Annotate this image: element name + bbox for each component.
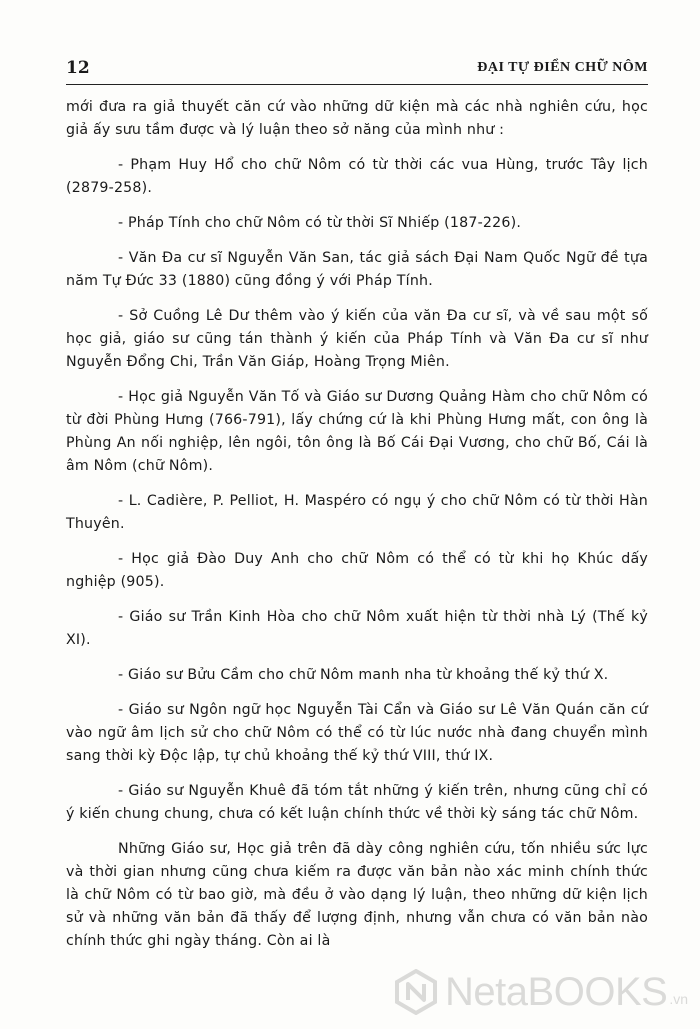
paragraph: - Học giả Nguyễn Văn Tố và Giáo sư Dương Quảng Hàm cho chữ Nôm có từ đời Phùng Hưng (766-791), lấy chứng cứ là khi Phùng Hưng mất, con ông là Phùng An nối nghiệp, lên ngôi, tôn ông là Bố Cái Đại Vương, cho chữ Bố, Cái là âm Nôm (chữ Nôm). (66, 389, 648, 474)
paragraph: - Giáo sư Trần Kinh Hòa cho chữ Nôm xuất hiện từ thời nhà Lý (Thế kỷ XI). (66, 609, 648, 648)
paragraph: - Giáo sư Ngôn ngữ học Nguyễn Tài Cẩn và Giáo sư Lê Văn Quán căn cứ vào ngữ âm lịch sử cho chữ Nôm có thể có từ lúc nước nhà đang chuyển mình sang thời kỳ Độc lập, tự chủ khoảng thế kỷ thứ VIII, thứ IX. (66, 702, 648, 764)
paragraph: - Học giả Đào Duy Anh cho chữ Nôm có thể có từ khi họ Khúc dấy nghiệp (905). (66, 551, 648, 590)
watermark-suffix: .vn (669, 991, 688, 1007)
paragraph: - Phạm Huy Hổ cho chữ Nôm có từ thời các vua Hùng, trước Tây lịch (2879-258). (66, 157, 648, 196)
watermark (393, 969, 688, 1015)
netabooks-logo-icon (393, 969, 439, 1015)
paragraph: Những Giáo sư, Học giả trên đã dày công nghiên cứu, tốn nhiều sức lực và thời gian nhưng cũng chưa kiếm ra được văn bản nào xác minh chính thức là chữ Nôm có từ bao giờ, mà đều ở vào dạng lý luận, theo những dữ kiện lịch sử và những văn bản đã thấy để lượng định, nhưng vẫn chưa có văn bản nào chính thức ghi ngày tháng. Còn ai là (66, 841, 648, 949)
paragraph: - Pháp Tính cho chữ Nôm có từ thời Sĩ Nhiếp (187-226). (118, 215, 522, 231)
paragraph: - Văn Đa cư sĩ Nguyễn Văn San, tác giả sách Đại Nam Quốc Ngữ đề tựa năm Tự Đức 33 (1880) cũng đồng ý với Pháp Tính. (66, 250, 648, 289)
watermark-text: NetaBOOKS (445, 969, 668, 1014)
book-title: ĐẠI TỰ ĐIỂN CHỮ NÔM (477, 60, 648, 75)
paragraph: - L. Cadière, P. Pelliot, H. Maspéro có ngụ ý cho chữ Nôm có từ thời Hàn Thuyên. (66, 493, 648, 532)
page-header (66, 50, 648, 85)
paragraph: mới đưa ra giả thuyết căn cứ vào những dữ kiện mà các nhà nghiên cứu, học giả ấy sưu tầm được và lý luận theo sở năng của mình như : (66, 99, 648, 138)
paragraph: - Sở Cuồng Lê Dư thêm vào ý kiến của văn Đa cư sĩ, và về sau một số học giả, giáo sư cũng tán thành ý kiến của Pháp Tính và Văn Đa cư sĩ như Nguyễn Đổng Chi, Trần Văn Giáp, Hoàng Trọng Miên. (66, 308, 648, 370)
paragraph: - Giáo sư Nguyễn Khuê đã tóm tắt những ý kiến trên, nhưng cũng chỉ có ý kiến chung chung, chưa có kết luận chính thức về thời kỳ sáng tác chữ Nôm. (66, 783, 648, 822)
paragraph: - Giáo sư Bửu Cầm cho chữ Nôm manh nha từ khoảng thế kỷ thứ X. (118, 667, 609, 683)
page-number: 12 (66, 58, 90, 78)
body-text (66, 96, 648, 965)
